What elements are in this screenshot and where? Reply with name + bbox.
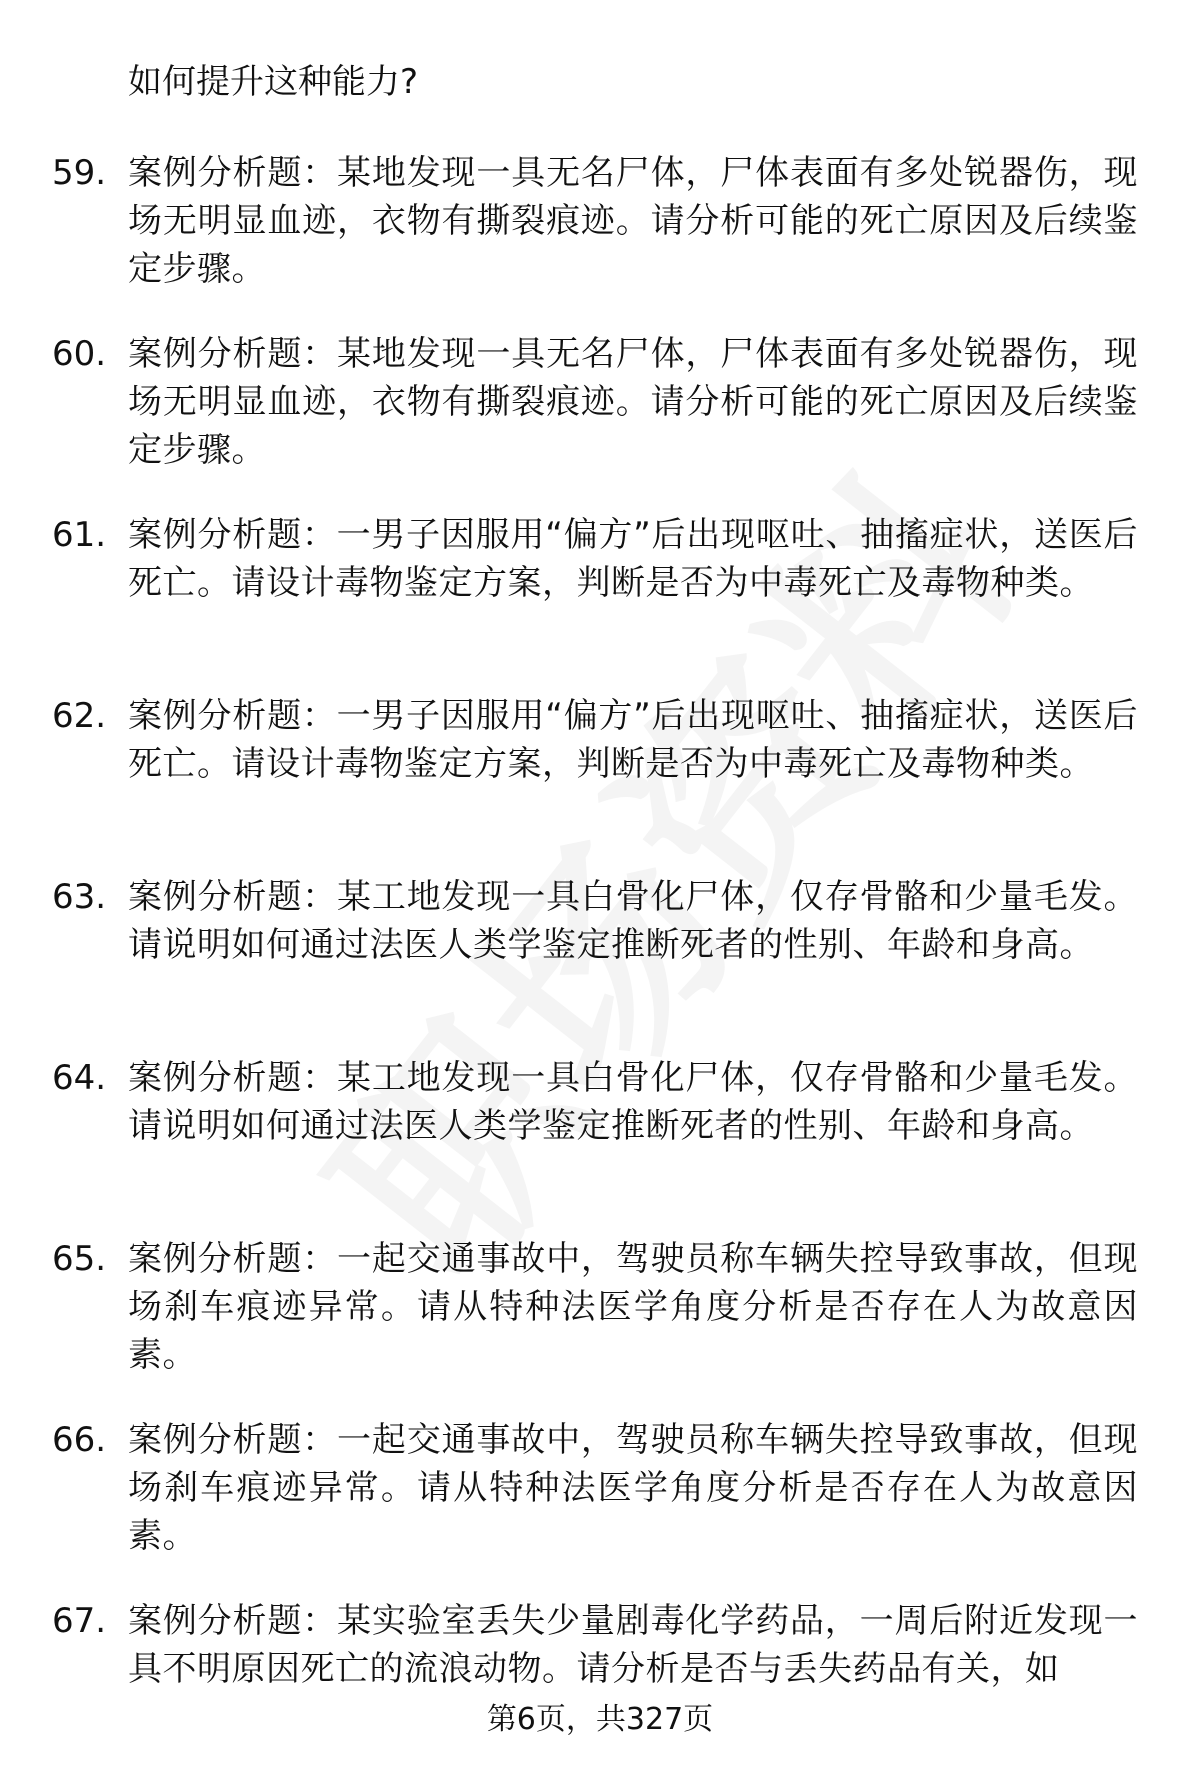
question-item xyxy=(0,692,1200,873)
question-text: 案例分析题：一男子因服用“偏方”后出现呕吐、抽搐症状，送医后死亡。请设计毒物鉴定方案，判断是否为中毒死亡及毒物种类。 xyxy=(128,515,1138,603)
question-item xyxy=(0,1235,1200,1416)
question-number: 65. xyxy=(52,1239,107,1279)
question-text: 案例分析题：一男子因服用“偏方”后出现呕吐、抽搐症状，送医后死亡。请设计毒物鉴定方案，判断是否为中毒死亡及毒物种类。 xyxy=(128,696,1138,784)
question-text: 案例分析题：某工地发现一具白骨化尸体，仅存骨骼和少量毛发。请说明如何通过法医人类学鉴定推断死者的性别、年龄和身高。 xyxy=(128,1058,1138,1146)
question-item xyxy=(0,511,1200,692)
question-text: 案例分析题：一起交通事故中，驾驶员称车辆失控导致事故，但现场刹车痕迹异常。请从特种法医学角度分析是否存在人为故意因素。 xyxy=(128,1239,1138,1375)
question-number: 63. xyxy=(52,877,107,917)
question-number: 59. xyxy=(52,153,107,193)
question-number: 64. xyxy=(52,1058,107,1098)
question-number: 62. xyxy=(52,696,107,736)
question-list xyxy=(0,149,1200,1778)
question-item xyxy=(0,149,1200,330)
question-text: 案例分析题：某实验室丢失少量剧毒化学药品，一周后附近发现一具不明原因死亡的流浪动物。请分析是否与丢失药品有关，如 xyxy=(128,1601,1138,1689)
question-item xyxy=(0,1054,1200,1235)
question-text: 案例分析题：某工地发现一具白骨化尸体，仅存骨骼和少量毛发。请说明如何通过法医人类学鉴定推断死者的性别、年龄和身高。 xyxy=(128,877,1138,965)
page-footer: 第6页，共327页 xyxy=(486,1702,714,1737)
question-item xyxy=(0,1416,1200,1597)
question-item xyxy=(0,1597,1200,1778)
question-item xyxy=(0,330,1200,511)
question-number: 60. xyxy=(52,334,107,374)
question-text: 案例分析题：一起交通事故中，驾驶员称车辆失控导致事故，但现场刹车痕迹异常。请从特种法医学角度分析是否存在人为故意因素。 xyxy=(128,1420,1138,1556)
question-number: 67. xyxy=(52,1601,107,1641)
question-item xyxy=(0,873,1200,1054)
question-number: 61. xyxy=(52,515,107,555)
continued-line: 如何提升这种能力? xyxy=(128,62,419,102)
question-text: 案例分析题：某地发现一具无名尸体，尸体表面有多处锐器伤，现场无明显血迹，衣物有撕裂痕迹。请分析可能的死亡原因及后续鉴定步骤。 xyxy=(128,334,1138,470)
question-text: 案例分析题：某地发现一具无名尸体，尸体表面有多处锐器伤，现场无明显血迹，衣物有撕裂痕迹。请分析可能的死亡原因及后续鉴定步骤。 xyxy=(128,153,1138,289)
question-number: 66. xyxy=(52,1420,107,1460)
